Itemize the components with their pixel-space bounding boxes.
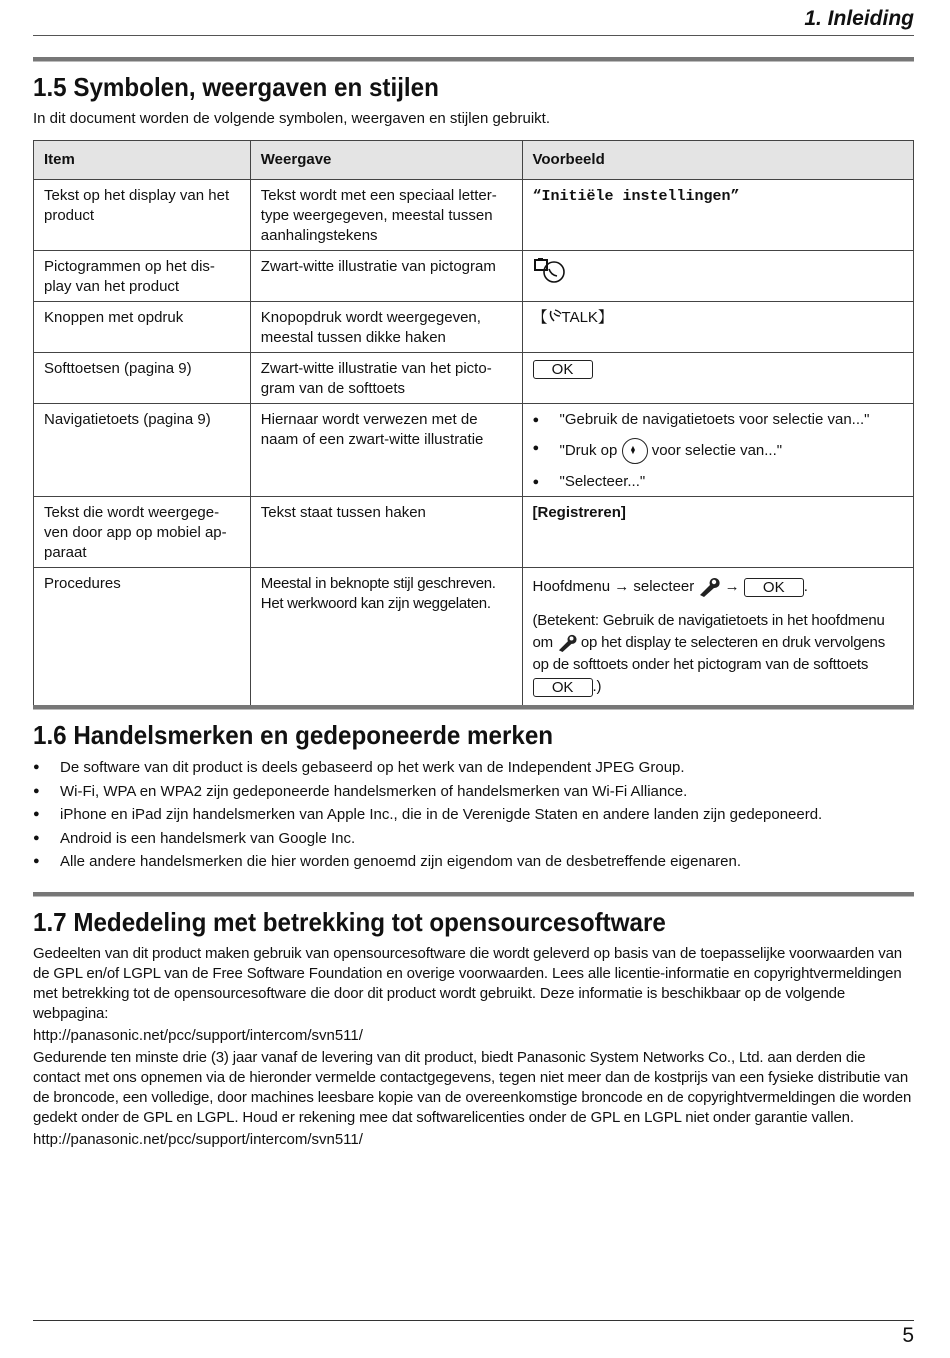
- app-text-example: [Registreren]: [532, 504, 626, 521]
- section-bar: [33, 705, 914, 710]
- list-item: ● De software van dit product is deels gebaseerd op het werk van de Independent JPEG Group.: [33, 756, 914, 780]
- cell-voorbeeld: [522, 302, 914, 353]
- table-row: [34, 404, 914, 497]
- cell-voorbeeld: [522, 251, 914, 302]
- ok-softkey-icon: OK: [533, 678, 593, 697]
- opensource-url: http://panasonic.net/pcc/support/intercom/svn511/: [33, 1027, 363, 1044]
- cell-weergave: Tekst wordt met een speciaal letter-type weergegeven, meestal tussen aanhalingstekens: [250, 180, 522, 251]
- table-row: [34, 302, 914, 353]
- opensource-paragraph: Gedurende ten minste drie (3) jaar vanaf de levering van dit product, biedt Panasonic System Networks Co., Ltd. aan derden die contact met ons opnemen via de hieronder vermelde contactgegevens, tegen niet meer dan de kostprijs van een fysieke distributie van de broncode, een volledige, door machines leesbare kopie van de overeenkomstige broncode en de copyrightvermeldingen die worden gedekt onder de GPL en LGPL. Houd er rekening mee dat softwarelicenties onder de GPL en LGPL niet onder garantie vallen.: [33, 1049, 912, 1126]
- cell-item: Tekst die wordt weergege-ven door app op mobiel ap-paraat: [34, 497, 251, 568]
- table-row: [34, 353, 914, 404]
- period: .: [803, 578, 808, 595]
- arrow-text: →: [724, 578, 740, 595]
- note-text-middle: op het display te selecteren en druk vervolgens op de softtoets onder het pictogram van de softtoets: [532, 634, 885, 673]
- cell-weergave: Hiernaar wordt verwezen met de naam of een zwart-witte illustratie: [250, 404, 522, 497]
- cell-weergave: Tekst staat tussen haken: [250, 497, 522, 568]
- cell-item: Pictogrammen op het dis-play van het product: [34, 251, 251, 302]
- section-1-7: [33, 892, 914, 1150]
- section-title: 1.6 Handelsmerken en gedeponeerde merken: [33, 720, 554, 750]
- list-item: ● "Selecteer...": [533, 472, 904, 492]
- note-text-end: .): [592, 678, 602, 695]
- talk-key-label: TALK: [561, 309, 598, 326]
- column-header-weergave: Weergave: [250, 141, 522, 180]
- table-row: [34, 568, 914, 710]
- list-item: ● Alle andere handelsmerken die hier worden genoemd zijn eigendom van de desbetreffende eigenaren.: [33, 850, 914, 874]
- navigation-key-icon: [622, 438, 648, 464]
- opensource-paragraph: Gedeelten van dit product maken gebruik van opensourcesoftware die wordt geleverd op basis van de toepasselijke voorwaarden van de GPL en/of LGPL van de Free Software Foundation en overige voorwaarden. Lees alle licentie-informatie en copyrightvermeldingen met betrekking tot de opensourcesoftware die door dit product wordt gebruikt. Deze informatie is beschikbaar op de volgende webpagina:: [33, 945, 902, 1022]
- voor-selectie-text: voor selectie van...": [651, 441, 783, 459]
- trademark-list: [33, 756, 914, 874]
- table-row: [34, 497, 914, 568]
- cell-weergave: Meestal in beknopte stijl geschreven. Het werkwoord kan zijn weggelaten.: [250, 568, 522, 710]
- display-text-example: “Initiële instellingen”: [532, 188, 740, 205]
- ok-softkey-icon: OK: [744, 578, 804, 597]
- list-item: ● Android is een handelsmerk van Google Inc.: [33, 827, 914, 851]
- section-title: 1.7 Mededeling met betrekking tot opensourcesoftware: [33, 907, 666, 937]
- cell-weergave: Zwart-witte illustratie van pictogram: [250, 251, 522, 302]
- bracket-open: 【: [532, 309, 548, 326]
- table-row: [34, 251, 914, 302]
- wrench-icon: [698, 577, 720, 597]
- cell-voorbeeld: [522, 497, 914, 568]
- cell-voorbeeld: [522, 180, 914, 251]
- ok-softkey-icon: OK: [533, 360, 593, 379]
- section-title: 1.5 Symbolen, weergaven en stijlen: [33, 72, 439, 102]
- cell-item: Knoppen met opdruk: [34, 302, 251, 353]
- cell-weergave: Zwart-witte illustratie van het picto-gram van de softtoets: [250, 353, 522, 404]
- list-item: [533, 438, 904, 464]
- symbols-table: [33, 140, 914, 710]
- note-text-start: (Betekent: Gebruik de navigatietoets in het hoofdmenu om: [532, 612, 885, 651]
- procedure-text: Hoofdmenu → selecteer: [532, 578, 695, 595]
- camera-pictogram-icon: [533, 257, 567, 283]
- opensource-url: http://panasonic.net/pcc/support/intercom/svn511/: [33, 1131, 363, 1148]
- list-item: ● iPhone en iPad zijn handelsmerken van Apple Inc., die in de Verenigde Staten en andere landen zijn gedeponeerd.: [33, 803, 914, 827]
- procedure-note: [533, 610, 904, 698]
- list-item: ● Wi-Fi, WPA en WPA2 zijn gedeponeerde handelsmerken of handelsmerken van Wi-Fi Alliance.: [33, 780, 914, 804]
- navigation-examples: [533, 410, 904, 492]
- cell-weergave: Knopopdruk wordt weergegeven, meestal tussen dikke haken: [250, 302, 522, 353]
- footer-divider: [33, 1320, 914, 1321]
- section-1-5: [33, 57, 914, 129]
- cell-item: Softtoetsen (pagina 9): [34, 353, 251, 404]
- list-item: ● "Gebruik de navigatietoets voor selectie van...": [533, 410, 904, 430]
- druk-op-text: "Druk op: [559, 441, 618, 459]
- table-header-row: [34, 141, 914, 180]
- section-bar: [33, 57, 914, 62]
- chapter-header: 1. Inleiding: [804, 7, 914, 30]
- header-divider: [33, 35, 914, 36]
- section-bar: [33, 892, 914, 897]
- cell-voorbeeld: [522, 353, 914, 404]
- bracket-close: 】: [597, 309, 613, 326]
- cell-item: Navigatietoets (pagina 9): [34, 404, 251, 497]
- cell-voorbeeld: [522, 404, 914, 497]
- cell-item: Tekst op het display van het product: [34, 180, 251, 251]
- column-header-item: Item: [34, 141, 251, 180]
- page-number: 5: [902, 1324, 914, 1347]
- column-header-voorbeeld: Voorbeeld: [522, 141, 914, 180]
- table-row: [34, 180, 914, 251]
- section-intro: In dit document worden de volgende symbolen, weergaven en stijlen gebruikt.: [33, 110, 550, 127]
- section-1-6: [33, 705, 914, 874]
- procedure-example: [533, 576, 904, 598]
- cell-item: Procedures: [34, 568, 251, 710]
- wrench-icon: [557, 634, 577, 652]
- cell-voorbeeld: [522, 568, 914, 710]
- talk-icon: [548, 309, 562, 323]
